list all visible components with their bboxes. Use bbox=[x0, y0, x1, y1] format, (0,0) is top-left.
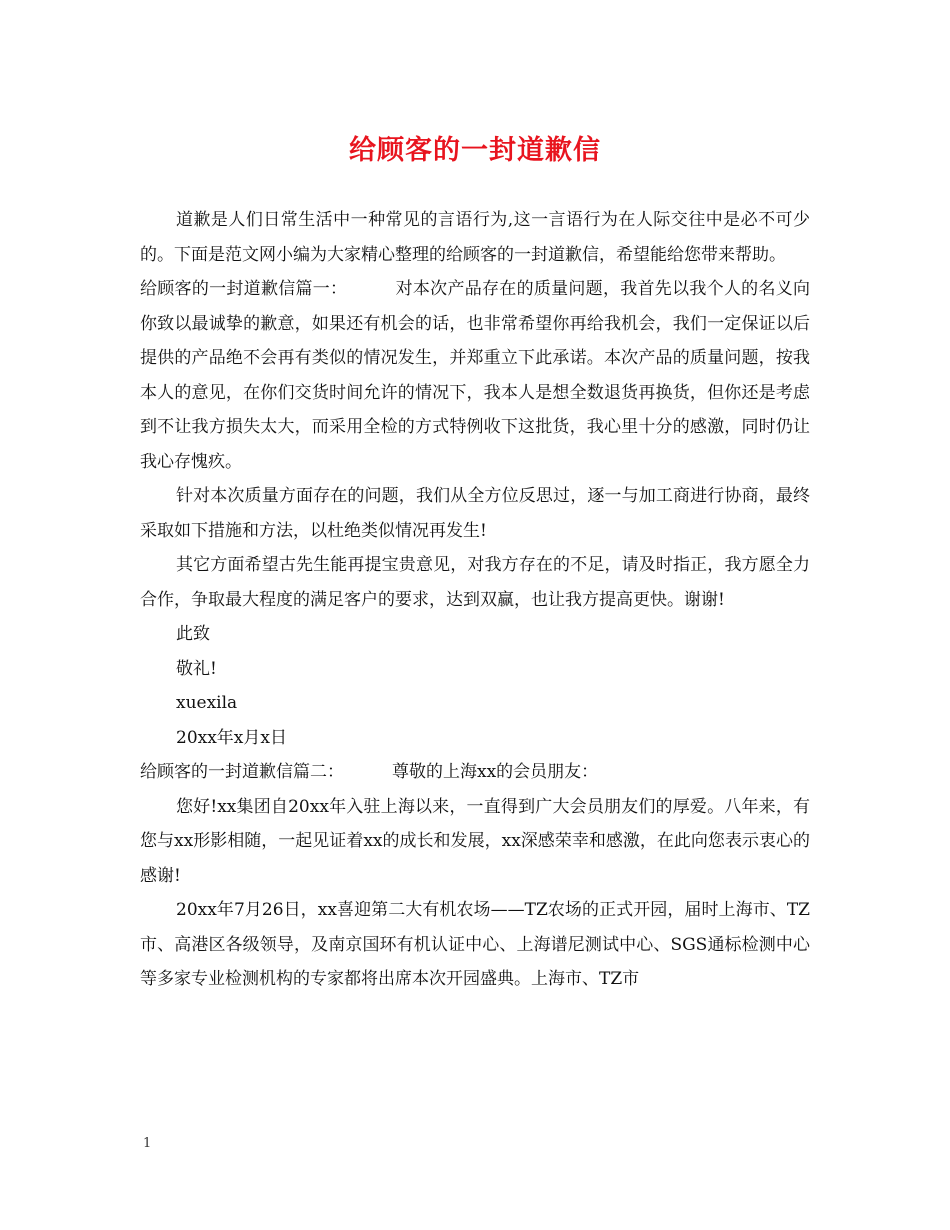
document-body bbox=[140, 203, 810, 997]
document-title: 给顾客的一封道歉信 bbox=[349, 135, 601, 166]
intro-paragraph: 道歉是人们日常生活中一种常见的言语行为,这一言语行为在人际交往中是必不可少的。下面是范文网小编为大家精心整理的给顾客的一封道歉信，希望能给您带来帮助。 bbox=[140, 210, 810, 265]
letter2-paragraph-2: 20xx年7月26日，xx喜迎第二大有机农场——TZ农场的正式开园，届时上海市、TZ市、高港区各级领导，及南京国环有机认证中心、上海谱尼测试中心、SGS通标检测中心等多家专业检测机构的专家都将出席本次开园盛典。上海市、TZ市 bbox=[140, 900, 810, 989]
letter1-date: 20xx年x月x日 bbox=[176, 727, 287, 748]
page-number: 1 bbox=[143, 1136, 152, 1151]
letter1-first-text: 对本次产品存在的质量问题，我首先以我个人的名义向你致以最诚挚的歉意，如果还有机会的话，也非常希望你再给我机会，我们一定保证以后提供的产品绝不会再有类似的情况发生，并郑重立下此承诺。本次产品的质量问题，按我本人的意见，在你们交货时间允许的情况下，我本人是想全数退货再换货，但你还是考虑到不让我方损失太大，而采用全检的方式特例收下这批货，我心里十分的感激，同时仍让我心存愧疚。 bbox=[140, 279, 811, 472]
letter1-closing-1: 此致 bbox=[176, 624, 210, 644]
letter1-first-paragraph bbox=[140, 272, 810, 479]
letter2-paragraph-1: 您好!xx集团自20xx年入驻上海以来，一直得到广大会员朋友们的厚爱。八年来，有您与xx形影相随，一起见证着xx的成长和发展，xx深感荣幸和感激，在此向您表示衷心的感谢! bbox=[140, 796, 810, 886]
letter2-heading: 给顾客的一封道歉信篇二： bbox=[140, 762, 344, 782]
letter1-paragraph-2: 针对本次质量方面存在的问题，我们从全方位反思过，逐一与加工商进行协商，最终采取如下措施和方法，以杜绝类似情况再发生! bbox=[140, 486, 810, 541]
letter2-salutation: 尊敬的上海xx的会员朋友： bbox=[392, 762, 599, 782]
letter1-signer: xuexila bbox=[176, 693, 238, 713]
letter1-heading: 给顾客的一封道歉信篇一： bbox=[140, 279, 348, 299]
letter2-first-paragraph bbox=[140, 755, 810, 790]
letter1-paragraph-3: 其它方面希望古先生能再提宝贵意见，对我方存在的不足，请及时指正，我方愿全力合作，争取最大程度的满足客户的要求，达到双赢，也让我方提高更快。谢谢! bbox=[140, 555, 810, 610]
letter1-closing-2: 敬礼! bbox=[176, 658, 217, 679]
